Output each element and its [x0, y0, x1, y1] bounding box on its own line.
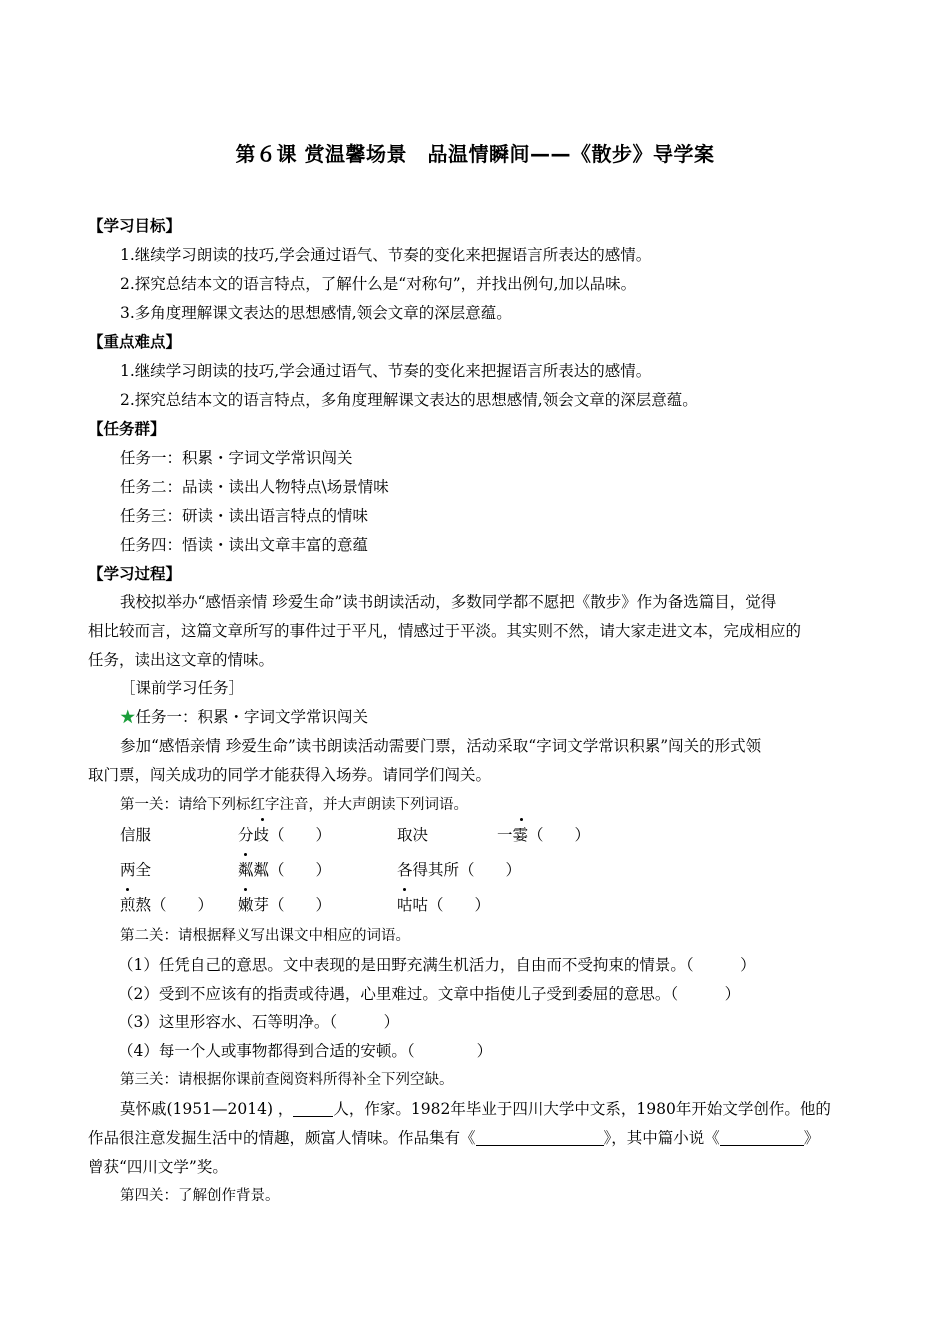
emphasis-dot [403, 888, 406, 891]
task-item: 任务二：品读・读出人物特点\场景情味 [120, 478, 389, 496]
definition-item: （1）任凭自己的意思。文中表现的是田野充满生机活力，自由而不受拘束的情景。（ ） [118, 956, 756, 974]
author-line-text: 人，作家。1982年毕业于四川大学中文系，1980年开始文学创作。他的 [333, 1100, 831, 1118]
word-item: 一霎（ ） [497, 826, 591, 844]
intro-line: 相比较而言，这篇文章所写的事件过于平凡，情感过于平淡。其实则不然，请大家走进文本，完成相应的 [88, 622, 802, 640]
goal-item: 3.多角度理解课文表达的思想感情,领会文章的深层意蕴。 [120, 304, 512, 322]
author-line: 曾获“四川文学”奖。 [88, 1158, 228, 1176]
word-item: 两全 [120, 861, 152, 879]
level4-label: 第四关：了解创作背景。 [120, 1188, 280, 1204]
level3-label: 第三关：请根据你课前查阅资料所得补全下列空缺。 [120, 1072, 454, 1088]
author-line-text: 作品很注意发掘生活中的情趣，颇富人情味。作品集有《 [88, 1129, 476, 1147]
level1-label: 第一关：请给下列标红字注音，并大声朗读下列词语。 [120, 797, 468, 813]
goals-heading: 【学习目标】 [88, 217, 182, 235]
level2-label: 第二关：请根据释义写出课文中相应的词语。 [120, 928, 410, 944]
word-item: 粼粼（ ） [238, 861, 332, 879]
word-item: 分歧（ ） [238, 826, 332, 844]
author-line [120, 1099, 831, 1119]
emphasis-dot [244, 888, 247, 891]
word-item: 信服 [120, 826, 152, 844]
emphasis-dot [520, 818, 523, 821]
goal-item: 2.探究总结本文的语言特点，了解什么是“对称句”，并找出例句,加以品味。 [120, 275, 637, 293]
definition-item: （4）每一个人或事物都得到合适的安顿。（ ） [118, 1042, 493, 1060]
emphasis-dot [126, 888, 129, 891]
emphasis-dot [261, 818, 264, 821]
intro-line: 我校拟举办“感悟亲情 珍爱生命”读书朗读活动，多数同学都不愿把《散步》作为备选篇目，觉得 [120, 593, 777, 611]
key-point-item: 1.继续学习朗读的技巧,学会通过语气、节奏的变化来把握语言所表达的感情。 [120, 362, 652, 380]
author-line-text: 》 [803, 1129, 820, 1147]
task1-title [120, 707, 368, 727]
word-item: 嫩芽（ ） [238, 896, 332, 914]
word-item: 煎熬（ ） [120, 896, 214, 914]
task-item: 任务三：研读・读出语言特点的情味 [120, 507, 369, 525]
fill-blank[interactable] [476, 1129, 604, 1146]
author-line [88, 1128, 819, 1148]
word-item: 各得其所（ ） [397, 861, 522, 879]
fill-blank[interactable] [720, 1129, 804, 1146]
definition-item: （3）这里形容水、石等明净。（ ） [118, 1013, 400, 1031]
task-item: 任务一：积累・字词文学常识闯关 [120, 449, 353, 467]
goal-item: 1.继续学习朗读的技巧,学会通过语气、节奏的变化来把握语言所表达的感情。 [120, 246, 652, 264]
task-item: 任务四：悟读・读出文章丰富的意蕴 [120, 536, 369, 554]
pre-class-label: ［课前学习任务］ [120, 679, 245, 697]
page-title: 第６课 赏温馨场景 品温情瞬间——《散步》导学案 [235, 142, 715, 166]
fill-blank[interactable] [293, 1100, 333, 1117]
word-item: 咕咕（ ） [397, 896, 491, 914]
definition-item: （2）受到不应该有的指责或待遇，心里难过。文章中指使儿子受到委屈的意思。（ ） [118, 985, 741, 1003]
emphasis-dot [244, 853, 247, 856]
task1-desc-line: 参加“感悟亲情 珍爱生命”读书朗读活动需要门票，活动采取“字词文学常识积累”闯关的形式领 [120, 737, 762, 755]
task1-desc-line: 取门票，闯关成功的同学才能获得入场券。请同学们闯关。 [88, 766, 492, 784]
word-item: 取决 [397, 826, 429, 844]
star-icon: ★ [120, 708, 136, 726]
process-heading: 【学习过程】 [88, 565, 182, 583]
intro-line: 任务，读出这文章的情味。 [88, 651, 275, 669]
key-points-heading: 【重点难点】 [88, 333, 182, 351]
key-point-item: 2.探究总结本文的语言特点，多角度理解课文表达的思想感情,领会文章的深层意蕴。 [120, 391, 698, 409]
author-line-text: 》，其中篇小说《 [603, 1129, 720, 1147]
tasks-heading: 【任务群】 [88, 420, 166, 438]
author-line-text: 莫怀戚(1951—2014) ， [120, 1100, 294, 1118]
task1-title-text: 任务一：积累・字词文学常识闯关 [135, 708, 369, 726]
